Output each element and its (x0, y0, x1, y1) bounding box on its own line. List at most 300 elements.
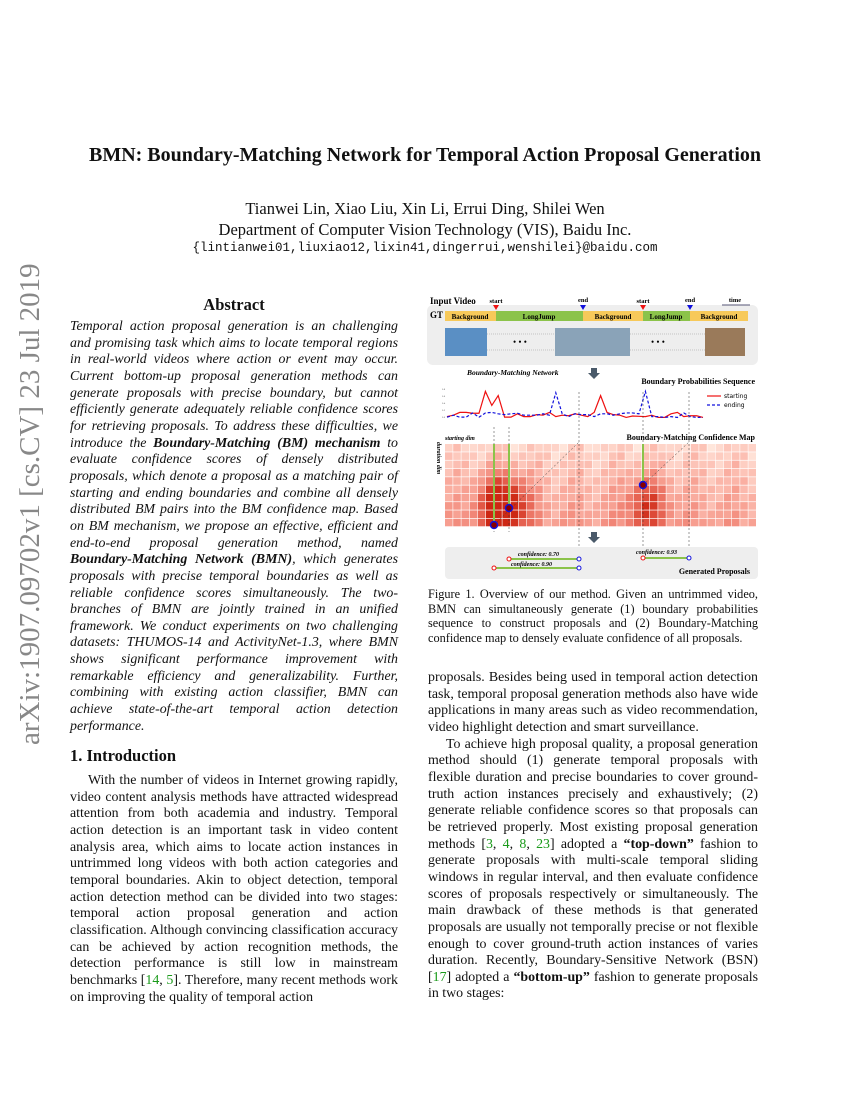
heatmap-cell (691, 494, 699, 502)
heatmap-cell (625, 519, 633, 527)
heatmap-cell (519, 502, 527, 510)
heatmap-cell (519, 444, 527, 452)
heatmap-cell (601, 477, 609, 485)
citation-link[interactable]: 5 (166, 972, 174, 988)
citation-link[interactable]: 23 (536, 836, 550, 852)
heatmap-cell (617, 510, 625, 518)
heatmap-cell (625, 469, 633, 477)
heatmap-cell (699, 469, 707, 477)
heatmap-cell (511, 510, 519, 518)
heatmap-cell (584, 469, 592, 477)
heatmap-cell (601, 510, 609, 518)
heatmap-cell (568, 510, 576, 518)
sep: , (509, 836, 520, 852)
heatmap-cell (560, 494, 568, 502)
y-tick: 0.2 (442, 409, 446, 412)
heatmap-cell (527, 444, 535, 452)
heatmap-cell (445, 444, 453, 452)
proposal-confidence: confidence: 0.93 (636, 550, 677, 556)
heatmap-cell (675, 477, 683, 485)
heatmap-cell (650, 469, 658, 477)
heatmap-cell (666, 519, 674, 527)
heatmap-cell (650, 477, 658, 485)
heatmap-cell (470, 502, 478, 510)
heatmap-cell (519, 486, 527, 494)
heatmap-cell (625, 502, 633, 510)
frame-stack (705, 328, 745, 356)
heatmap-cell (732, 486, 740, 494)
heatmap-cell (748, 477, 756, 485)
heatmap-cell (552, 510, 560, 518)
heatmap-cell (560, 461, 568, 469)
heatmap-cell (740, 486, 748, 494)
bold-term: Boundary-Matching Network (BMN) (70, 552, 293, 568)
heatmap-cell (658, 510, 666, 518)
heatmap-cell (732, 469, 740, 477)
affiliation: Department of Computer Vision Technology (VIS), Baidu Inc. (218, 220, 632, 239)
heatmap-cell (617, 477, 625, 485)
heatmap-cell (445, 502, 453, 510)
end-marker-label: end (577, 297, 589, 304)
heatmap-cell (691, 519, 699, 527)
heatmap-cell (658, 444, 666, 452)
paragraph: proposals. Besides being used in temporal action detection task, temporal proposal generation methods also have wide applications in many areas such as video recommendation, video highlight detection and smart surveillance. (428, 670, 758, 735)
heatmap-cell (634, 510, 642, 518)
heatmap-cell (535, 461, 543, 469)
heatmap-cell (527, 494, 535, 502)
heatmap-cell (584, 519, 592, 527)
text: ] adopted a (446, 969, 514, 985)
heatmap-cell (576, 519, 584, 527)
heatmap-cell (527, 452, 535, 460)
citation-link[interactable]: 17 (432, 969, 447, 985)
heatmap-cell (601, 469, 609, 477)
heatmap-cell (576, 502, 584, 510)
heatmap-cell (527, 502, 535, 510)
heatmap-cell (593, 452, 601, 460)
ellipsis: • • • (651, 337, 665, 347)
heatmap-cell (617, 469, 625, 477)
heatmap-cell (486, 469, 494, 477)
heatmap-cell (716, 444, 724, 452)
heatmap-cell (568, 494, 576, 502)
heatmap-cell (707, 486, 715, 494)
heatmap-cell (560, 519, 568, 527)
heatmap-cell (707, 494, 715, 502)
heatmap-cell (707, 461, 715, 469)
heatmap-cell (724, 452, 732, 460)
frame-stack (445, 328, 487, 356)
heatmap-cell (552, 452, 560, 460)
heatmap-cell (584, 510, 592, 518)
heatmap-cell (609, 510, 617, 518)
heatmap-cell (568, 452, 576, 460)
down-arrow-icon (588, 532, 600, 543)
heatmap-cell (724, 461, 732, 469)
heatmap-cell (707, 502, 715, 510)
heatmap-cell (699, 486, 707, 494)
heatmap-cell (748, 452, 756, 460)
input-video-label: Input Video (430, 296, 476, 306)
heatmap-cell (445, 477, 453, 485)
heatmap-cell (666, 477, 674, 485)
heatmap-cell (625, 486, 633, 494)
heatmap-cell (609, 461, 617, 469)
heatmap-cell (445, 494, 453, 502)
heatmap-cell (584, 477, 592, 485)
heatmap-cell (740, 452, 748, 460)
heatmap-cell (527, 486, 535, 494)
y-tick: 0.6 (442, 395, 446, 398)
heatmap-cell (699, 477, 707, 485)
heatmap-cell (675, 494, 683, 502)
starting-dim-label: starting dim (445, 436, 475, 442)
heatmap-cell (453, 486, 461, 494)
heatmap-cell (445, 486, 453, 494)
heatmap-cell (716, 477, 724, 485)
heatmap-cell (453, 461, 461, 469)
heatmap-cell (716, 494, 724, 502)
heatmap-cell (748, 502, 756, 510)
heatmap-cell (699, 502, 707, 510)
heatmap-cell (658, 477, 666, 485)
heatmap-cell (666, 452, 674, 460)
heatmap-cell (716, 452, 724, 460)
heatmap-cell (486, 477, 494, 485)
heatmap-cell (625, 494, 633, 502)
heatmap-cell (568, 486, 576, 494)
ellipsis: • • • (513, 337, 527, 347)
heatmap-cell (576, 477, 584, 485)
heatmap-cell (748, 444, 756, 452)
heatmap-cell (634, 502, 642, 510)
heatmap-cell (552, 519, 560, 527)
heatmap-cell (535, 469, 543, 477)
heatmap-cell (543, 519, 551, 527)
heatmap-cell (691, 452, 699, 460)
heatmap-cell (724, 510, 732, 518)
heatmap-cell (486, 444, 494, 452)
heatmap-cell (560, 469, 568, 477)
heatmap-cell (625, 510, 633, 518)
heatmap-cell (470, 461, 478, 469)
heatmap-cell (634, 519, 642, 527)
heatmap-cell (658, 486, 666, 494)
heatmap-cell (707, 519, 715, 527)
heatmap-cell (732, 494, 740, 502)
text: To achieve high proposal quality, a proposal generation method should (1) generate temporal proposals with flexible duration and precise boundaries to cover ground-truth action instances precisely and exhaustively; (2) generate reliable confidence scores so that proposals can be retrieved properly. Most existing proposal generation methods [ (428, 736, 758, 852)
heatmap-cell (707, 452, 715, 460)
arxiv-identifier[interactable]: arXiv:1907.09702v1 [cs.CV] 23 Jul 2019 (14, 263, 46, 745)
heatmap-cell (740, 477, 748, 485)
heatmap-cell (478, 461, 486, 469)
heatmap-cell (584, 461, 592, 469)
heatmap-cell (486, 461, 494, 469)
heatmap-cell (527, 461, 535, 469)
heatmap-cell (650, 486, 658, 494)
heatmap-cell (445, 461, 453, 469)
citation-link[interactable]: 3 (485, 836, 493, 852)
heatmap-cell (609, 444, 617, 452)
heatmap-cell (740, 444, 748, 452)
heatmap-cell (453, 469, 461, 477)
heatmap-cell (453, 510, 461, 518)
heatmap-cell (470, 494, 478, 502)
text: ]. Therefore, many recent methods work on improving the quality of temporal action (70, 972, 398, 1005)
heatmap-cell (470, 519, 478, 527)
paragraph (428, 737, 758, 1004)
heatmap-cell (634, 461, 642, 469)
heatmap-cell (535, 486, 543, 494)
frame-stack (555, 328, 630, 356)
heatmap-cell (675, 502, 683, 510)
heatmap-cell (716, 486, 724, 494)
heatmap-cell (740, 494, 748, 502)
heatmap-cell (568, 519, 576, 527)
heatmap-cell (519, 469, 527, 477)
heatmap-cell (683, 519, 691, 527)
heatmap-cell (560, 452, 568, 460)
heatmap-cell (494, 461, 502, 469)
heatmap-cell (699, 452, 707, 460)
heatmap-cell (683, 452, 691, 460)
heatmap-cell (609, 477, 617, 485)
heatmap-cell (617, 452, 625, 460)
time-label: time (728, 297, 742, 304)
heatmap-cell (740, 519, 748, 527)
heatmap-cell (519, 461, 527, 469)
heatmap-cell (617, 444, 625, 452)
citation-link[interactable]: 4 (502, 836, 510, 852)
heatmap-cell (675, 486, 683, 494)
heatmap-cell (486, 502, 494, 510)
heatmap-cell (519, 477, 527, 485)
heatmap-cell (453, 444, 461, 452)
heatmap-cell (732, 444, 740, 452)
heatmap-cell (691, 469, 699, 477)
heatmap-cell (453, 519, 461, 527)
heatmap-cell (568, 469, 576, 477)
heatmap-cell (732, 461, 740, 469)
heatmap-cell (494, 452, 502, 460)
heatmap-cell (601, 519, 609, 527)
heatmap-cell (543, 477, 551, 485)
sep: , (492, 836, 503, 852)
heatmap-cell (568, 444, 576, 452)
heatmap-cell (527, 469, 535, 477)
heatmap-cell (675, 452, 683, 460)
heatmap-cell (634, 444, 642, 452)
heatmap-cell (576, 461, 584, 469)
heatmap-cell (568, 502, 576, 510)
heatmap-cell (486, 486, 494, 494)
heatmap-cell (486, 452, 494, 460)
heatmap-cell (552, 469, 560, 477)
heatmap-cell (724, 519, 732, 527)
heatmap-cell (707, 477, 715, 485)
heatmap-cell (675, 519, 683, 527)
heatmap-cell (724, 486, 732, 494)
matched-pair-marker (640, 482, 647, 489)
segment-label: LongJump (522, 313, 556, 321)
heatmap-cell (519, 452, 527, 460)
heatmap-cell (478, 502, 486, 510)
heatmap-cell (552, 461, 560, 469)
heatmap-cell (675, 469, 683, 477)
heatmap-cell (683, 469, 691, 477)
heatmap-cell (461, 477, 469, 485)
heatmap-cell (634, 494, 642, 502)
heatmap-cell (560, 486, 568, 494)
matched-pair-marker (491, 522, 498, 529)
heatmap-cell (543, 502, 551, 510)
heatmap-cell (445, 510, 453, 518)
heatmap-cell (461, 444, 469, 452)
heatmap-cell (584, 452, 592, 460)
citation-link[interactable]: 8 (519, 836, 527, 852)
bold-term: Boundary-Matching (BM) mechanism (153, 435, 381, 451)
heatmap-cell (576, 469, 584, 477)
heatmap-cell (543, 469, 551, 477)
heatmap-cell (617, 502, 625, 510)
heatmap-cell (658, 502, 666, 510)
heatmap-cell (593, 477, 601, 485)
heatmap-cell (707, 469, 715, 477)
heatmap-cell (552, 502, 560, 510)
heatmap-cell (560, 510, 568, 518)
heatmap-cell (748, 486, 756, 494)
heatmap-cell (478, 494, 486, 502)
heatmap-cell (511, 519, 519, 527)
heatmap-cell (453, 502, 461, 510)
heatmap-cell (748, 494, 756, 502)
heatmap-cell (576, 452, 584, 460)
heatmap-cell (666, 486, 674, 494)
heatmap-cell (601, 486, 609, 494)
section-heading-introduction: 1. Introduction (70, 746, 177, 765)
heatmap-cell (560, 444, 568, 452)
heatmap-cell (740, 461, 748, 469)
heatmap-cell (461, 452, 469, 460)
heatmap-cell (748, 469, 756, 477)
heatmap-cell (543, 494, 551, 502)
heatmap-cell (699, 444, 707, 452)
heatmap-cell (666, 444, 674, 452)
heatmap-cell (683, 502, 691, 510)
heatmap-cell (716, 519, 724, 527)
heatmap-cell (658, 452, 666, 460)
heatmap-cell (478, 452, 486, 460)
text: fashion to generate proposals with multi-scale temporal sliding windows in regular interval, and then evaluate confidence scores of proposals respectively or simultaneously. The main drawback of these methods is that generated proposals are usually not temporally precise or not flexible enough to cover ground-truth action instances of varies duration. Recently, Boundary-Sensitive Network (BSN) [ (428, 836, 759, 985)
heatmap-cell (658, 469, 666, 477)
heatmap-cell (560, 502, 568, 510)
heatmap-cell (535, 510, 543, 518)
heatmap-cell (683, 461, 691, 469)
heatmap-cell (478, 477, 486, 485)
heatmap-cell (470, 444, 478, 452)
heatmap-cell (535, 444, 543, 452)
heatmap-cell (691, 444, 699, 452)
heatmap-cell (650, 502, 658, 510)
heatmap-cell (593, 510, 601, 518)
heatmap-cell (486, 510, 494, 518)
heatmap-cell (511, 477, 519, 485)
heatmap-cell (593, 519, 601, 527)
heatmap-cell (732, 510, 740, 518)
heatmap-cell (593, 502, 601, 510)
citation-link[interactable]: 14 (145, 972, 160, 988)
heatmap-cell (699, 519, 707, 527)
heatmap-cell (716, 469, 724, 477)
heatmap-cell (601, 444, 609, 452)
heatmap-cell (650, 444, 658, 452)
heatmap-cell (453, 477, 461, 485)
heatmap-cell (748, 519, 756, 527)
heatmap-cell (527, 477, 535, 485)
heatmap-cell (609, 452, 617, 460)
heatmap-cell (724, 494, 732, 502)
heatmap-cell (494, 477, 502, 485)
heatmap-cell (724, 469, 732, 477)
heatmap-cell (470, 510, 478, 518)
heatmap-cell (593, 494, 601, 502)
heatmap-cell (683, 486, 691, 494)
heatmap-cell (609, 469, 617, 477)
heatmap-cell (461, 494, 469, 502)
heatmap-cell (552, 477, 560, 485)
heatmap-cell (740, 469, 748, 477)
emails: {lintianwei01,liuxiao12,lixin41,dingerrui,wenshilei}@baidu.com (192, 241, 658, 255)
heatmap-cell (494, 502, 502, 510)
heatmap-cell (650, 494, 658, 502)
heatmap-cell (584, 486, 592, 494)
heatmap-cell (650, 510, 658, 518)
heatmap-cell (519, 494, 527, 502)
heatmap-cell (707, 444, 715, 452)
heatmap-cell (593, 461, 601, 469)
figure-caption: Figure 1. Overview of our method. Given an untrimmed video, BMN can simultaneously generate (1) boundary probabilities sequence to construct proposals and (2) Boundary-Matching confidence map to densely evaluate confidence of all proposals. (428, 587, 758, 646)
heatmap-cell (461, 519, 469, 527)
heatmap-cell (584, 444, 592, 452)
heatmap-cell (478, 486, 486, 494)
heatmap-cell (683, 444, 691, 452)
heatmap-cell (461, 510, 469, 518)
heatmap-cell (724, 502, 732, 510)
heatmap-cell (445, 469, 453, 477)
down-arrow-icon (588, 368, 600, 379)
heatmap-cell (494, 510, 502, 518)
text: to evaluate confidence scores of densely distributed proposals, which denote a proposal as a matching pair of starting and ending boundaries and combine all densely distributed BM pairs into the BM confidence map. Based on BM mechanism, we propose an effective, efficient and end-to-end proposal generation method, named (70, 435, 398, 551)
heatmap-cell (666, 494, 674, 502)
heatmap-cell (699, 461, 707, 469)
ending-series-line (447, 391, 703, 417)
heatmap-cell (732, 452, 740, 460)
heatmap-cell (650, 461, 658, 469)
heatmap-cell (511, 494, 519, 502)
heatmap-cell (724, 444, 732, 452)
heatmap-cell (617, 494, 625, 502)
heatmap-cell (494, 486, 502, 494)
proposal-confidence: confidence: 0.90 (511, 562, 552, 568)
heatmap-cell (625, 461, 633, 469)
figure-1 (425, 292, 760, 582)
text: ] adopted a (549, 836, 624, 852)
bold-term: “top-down” (623, 836, 694, 852)
heatmap-cell (601, 494, 609, 502)
bps-title: Boundary Probabilities Sequence (641, 377, 755, 386)
heatmap-cell (716, 510, 724, 518)
heatmap-cell (478, 444, 486, 452)
